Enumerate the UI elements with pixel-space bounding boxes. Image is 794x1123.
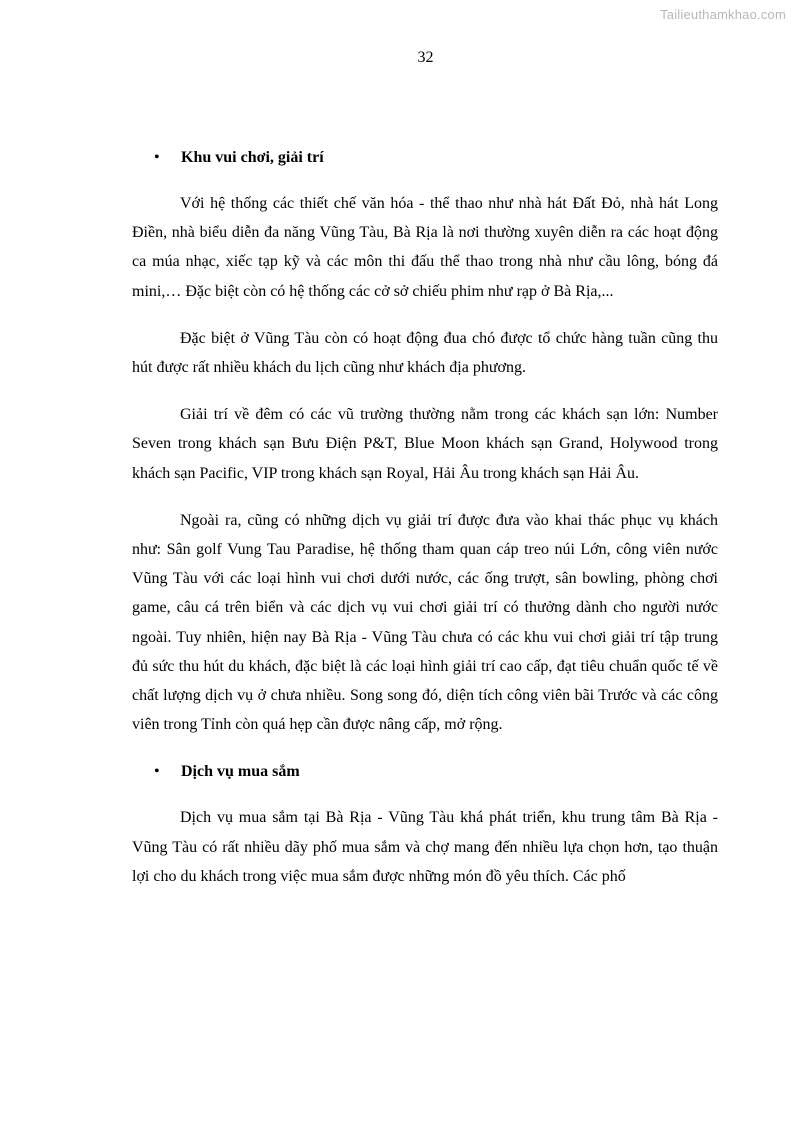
- document-body: [132, 143, 718, 909]
- bullet-icon: •: [154, 763, 160, 781]
- bullet-icon: •: [154, 149, 160, 166]
- section-heading-text: Dịch vụ mua sắm: [181, 763, 300, 781]
- section-heading-text: Khu vui chơi, giải trí: [181, 149, 324, 166]
- paragraph: Dịch vụ mua sắm tại Bà Rịa - Vũng Tàu khá phát triển, khu trung tâm Bà Rịa - Vũng Tàu có rất nhiều dãy phố mua sắm và chợ mang đến nhiều lựa chọn hơn, tạo thuận lợi cho du khách trong việc mua sắm được những món đồ yêu thích. Các phố: [132, 809, 718, 885]
- watermark-text: Tailieuthamkhao.com: [660, 7, 786, 22]
- page-number: 32: [417, 49, 434, 66]
- paragraph: Đặc biệt ở Vũng Tàu còn có hoạt động đua chó được tổ chức hàng tuần cũng thu hút được rất nhiều khách du lịch cũng như khách địa phương.: [132, 329, 718, 377]
- paragraph: Giải trí về đêm có các vũ trường thường nằm trong các khách sạn lớn: Number Seven trong khách sạn Bưu Điện P&T, Blue Moon khách sạn Grand, Holywood trong khách sạn Pacific, VIP trong khách sạn Royal, Hải Âu trong khách sạn Hải Âu.: [132, 406, 718, 482]
- section-heading-shopping: [132, 757, 718, 786]
- paragraph: Ngoài ra, cũng có những dịch vụ giải trí được đưa vào khai thác phục vụ khách như: Sân golf Vung Tau Paradise, hệ thống tham quan cáp treo núi Lớn, công viên nước Vũng Tàu với các loại hình vui chơi dưới nước, các ống trượt, sân bowling, phòng chơi game, câu cá trên biển và các dịch vụ vui chơi giải trí có thưởng dành cho người nước ngoài. Tuy nhiên, hiện nay Bà Rịa - Vũng Tàu chưa có các khu vui chơi giải trí tập trung đủ sức thu hút du khách, đặc biệt là các loại hình giải trí cao cấp, đạt tiêu chuẩn quốc tế về chất lượng dịch vụ ở chưa nhiều. Song song đó, diện tích công viên bãi Trước và các công viên trong Tỉnh còn quá hẹp cần được nâng cấp, mở rộng.: [132, 511, 718, 734]
- section-heading-entertainment: [132, 143, 718, 172]
- paragraph: Với hệ thống các thiết chế văn hóa - thể thao như nhà hát Đất Đỏ, nhà hát Long Điền, nhà biểu diễn đa năng Vũng Tàu, Bà Rịa là nơi thường xuyên diễn ra các hoạt động ca múa nhạc, xiếc tạp kỹ và các môn thi đấu thể thao trong nhà như cầu lông, bóng đá mini,… Đặc biệt còn có hệ thống các cở sở chiếu phim như rạp ở Bà Rịa,...: [132, 195, 718, 300]
